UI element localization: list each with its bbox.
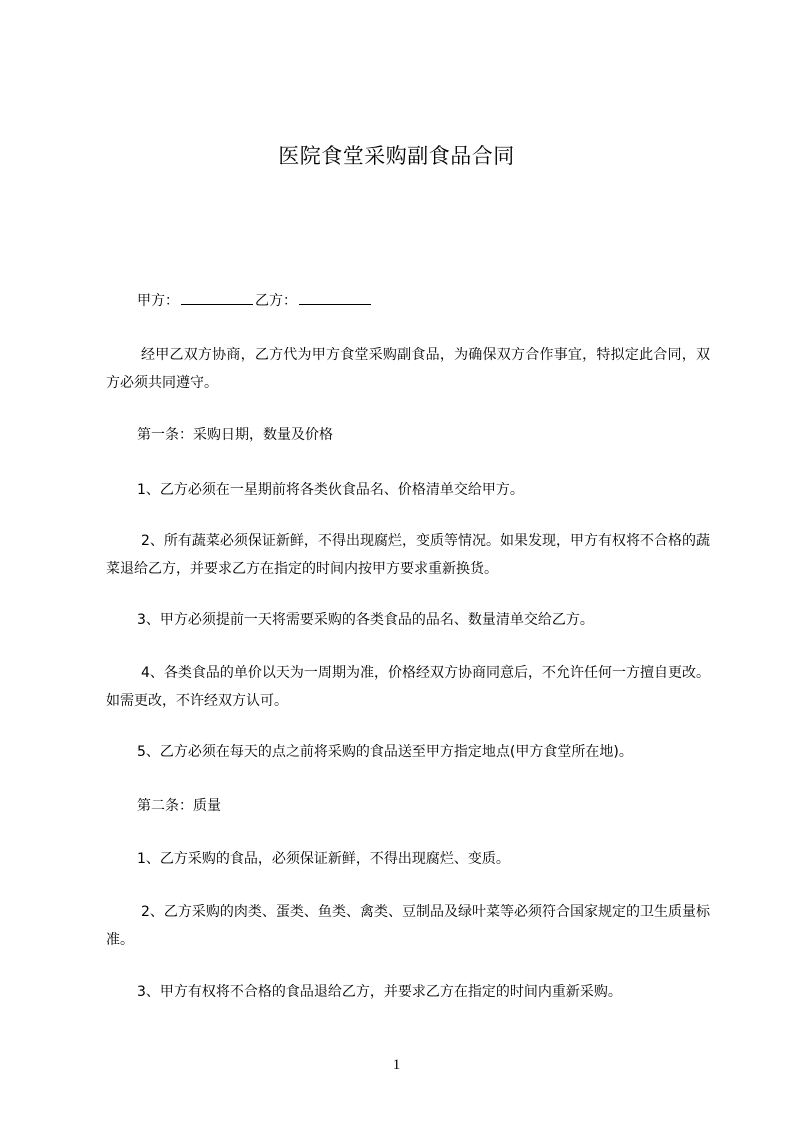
- article1-heading: 第一条：采购日期，数量及价格: [137, 427, 333, 443]
- article1-item-2: 2、所有蔬菜必须保证新鲜，不得出现腐烂，变质等情况。如果发现，甲方有权将不合格的蔬菜退给乙方，并要求乙方在指定的时间内按甲方要求重新换货。: [106, 533, 710, 577]
- party-b-label: 乙方：: [255, 293, 297, 309]
- parties-line: [106, 287, 737, 315]
- article1-item-3: 3、甲方必须提前一天将需要采购的各类食品的品名、数量清单交给乙方。: [137, 612, 594, 628]
- article1-item-4: 4、各类食品的单价以天为一周期为准，价格经双方协商同意后，不允许任何一方擅自更改。如需更改，不许经双方认可。: [106, 665, 710, 709]
- article2-item-3: 3、甲方有权将不合格的食品退给乙方，并要求乙方在指定的时间内重新采购。: [137, 984, 622, 1000]
- page-number: 1: [392, 1057, 401, 1073]
- article1-item-5: 5、乙方必须在每天的点之前将采购的食品送至甲方指定地点(甲方食堂所在地)。: [137, 744, 633, 760]
- intro-paragraph: 经甲乙双方协商，乙方代为甲方食堂采购副食品，为确保双方合作事宜，特拟定此合同，双方必须共同遵守。: [106, 347, 710, 391]
- party-b-blank: [299, 290, 371, 305]
- document-title: 医院食堂采购副食品合同: [278, 144, 515, 168]
- article2-item-1: 1、乙方采购的食品，必须保证新鲜，不得出现腐烂、变质。: [137, 851, 510, 867]
- article2-item-2: 2、乙方采购的肉类、蛋类、鱼类、禽类、豆制品及绿叶菜等必须符合国家规定的卫生质量标准。: [106, 904, 710, 948]
- party-a-blank: [181, 290, 253, 305]
- party-a-label: 甲方：: [137, 293, 179, 309]
- article1-item-1: 1、乙方必须在一星期前将各类伙食品名、价格清单交给甲方。: [137, 482, 524, 498]
- article2-heading: 第二条：质量: [137, 798, 221, 814]
